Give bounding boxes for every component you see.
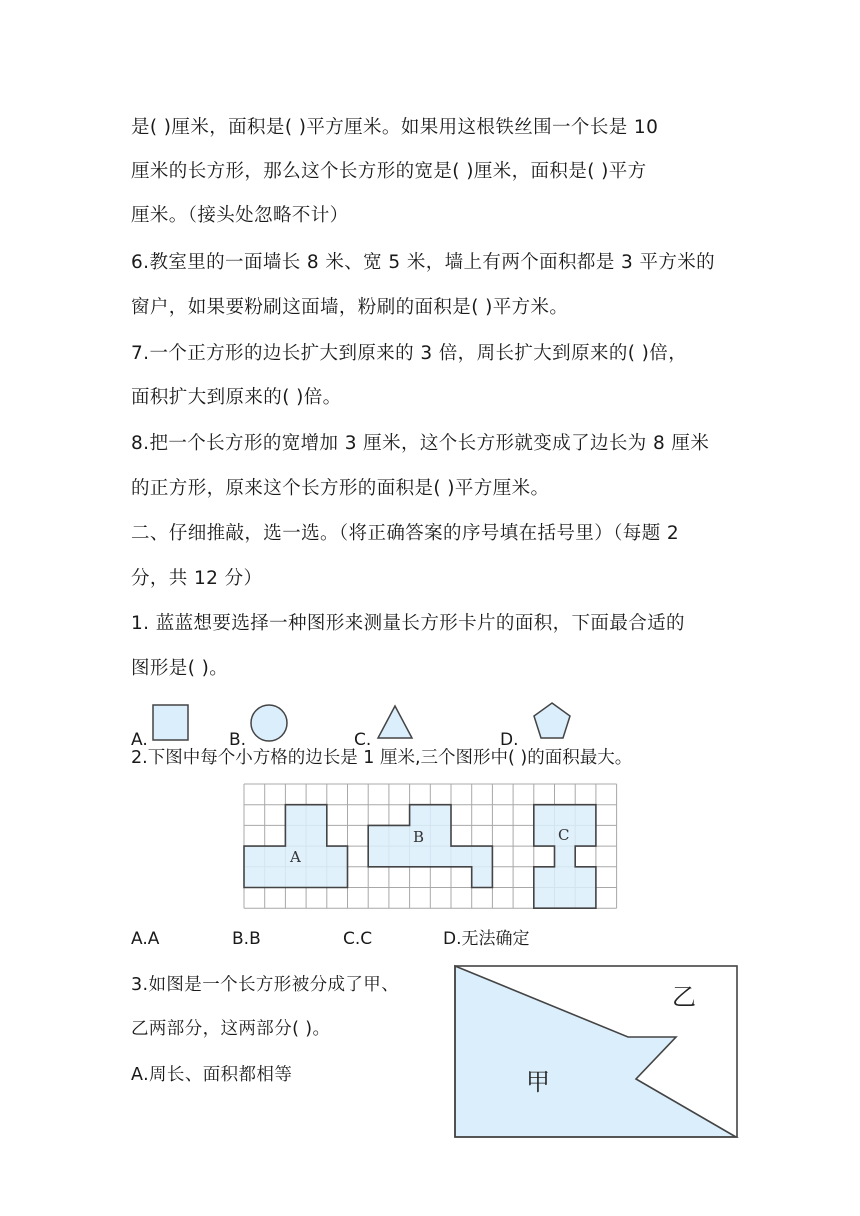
text-line-1: 是( )厘米，面积是( )平方厘米。如果用这根铁丝围一个长是 10	[131, 117, 659, 138]
question-8-line-1: 8.把一个长方形的宽增加 3 厘米，这个长方形就变成了边长为 8 厘米	[131, 433, 710, 454]
circle-shape-icon	[250, 704, 290, 744]
pentagon-shape-icon	[532, 702, 574, 742]
section-2-heading-line-1: 二、仔细推敲，选一选。（将正确答案的序号填在括号里）（每题 2	[131, 523, 680, 544]
text-line-2: 厘米的长方形，那么这个长方形的宽是( )厘米，面积是( )平方	[131, 161, 647, 182]
figure-a	[244, 805, 348, 888]
question-6-line-2: 窗户，如果要粉刷这面墙，粉刷的面积是( )平方米。	[131, 297, 569, 318]
q2-option-d: D.无法确定	[443, 929, 530, 949]
q1-option-b-label: B.	[229, 730, 247, 750]
grid-figure	[244, 784, 616, 910]
q1-option-d-label: D.	[500, 730, 519, 750]
choice-q1-line-2: 图形是( )。	[131, 658, 229, 679]
text-line-3: 厘米。（接头处忽略不计）	[131, 205, 349, 226]
choice-q3-line-1: 3.如图是一个长方形被分成了甲、	[131, 975, 400, 995]
question-8-line-2: 的正方形，原来这个长方形的面积是( )平方厘米。	[131, 478, 550, 499]
q3-option-a: A.周长、面积都相等	[131, 1065, 293, 1085]
q1-option-a-label: A.	[131, 730, 148, 750]
triangle-shape-icon	[377, 705, 417, 741]
figure-c-label: C	[558, 826, 570, 844]
question-6-line-1: 6.教室里的一面墙长 8 米、宽 5 米，墙上有两个面积都是 3 平方米的	[131, 252, 716, 273]
question-7-line-1: 7.一个正方形的边长扩大到原来的 3 倍，周长扩大到原来的( )倍，	[131, 343, 688, 364]
label-yi: 乙	[672, 983, 696, 1011]
square-shape-icon	[152, 704, 192, 744]
q2-option-c: C.C	[343, 929, 373, 949]
figure-b-label: B	[413, 828, 425, 846]
choice-q1-line-1: 1. 蓝蓝想要选择一种图形来测量长方形卡片的面积，下面最合适的	[131, 613, 685, 634]
label-jia: 甲	[526, 1068, 550, 1096]
figure-a-label: A	[290, 848, 301, 866]
question-7-line-2: 面积扩大到原来的( )倍。	[131, 387, 342, 408]
q2-option-b: B.B	[232, 929, 261, 949]
rectangle-split-figure	[454, 965, 740, 1141]
choice-q3-line-2: 乙两部分，这两部分( )。	[131, 1019, 331, 1039]
q2-option-a: A.A	[131, 929, 160, 949]
q1-option-c-label: C.	[354, 730, 372, 750]
section-2-heading-line-2: 分，共 12 分）	[131, 568, 263, 589]
choice-q2-text: 2.下图中每个小方格的边长是 1 厘米,三个图形中( )的面积最大。	[131, 748, 633, 768]
figure-c	[534, 805, 596, 909]
